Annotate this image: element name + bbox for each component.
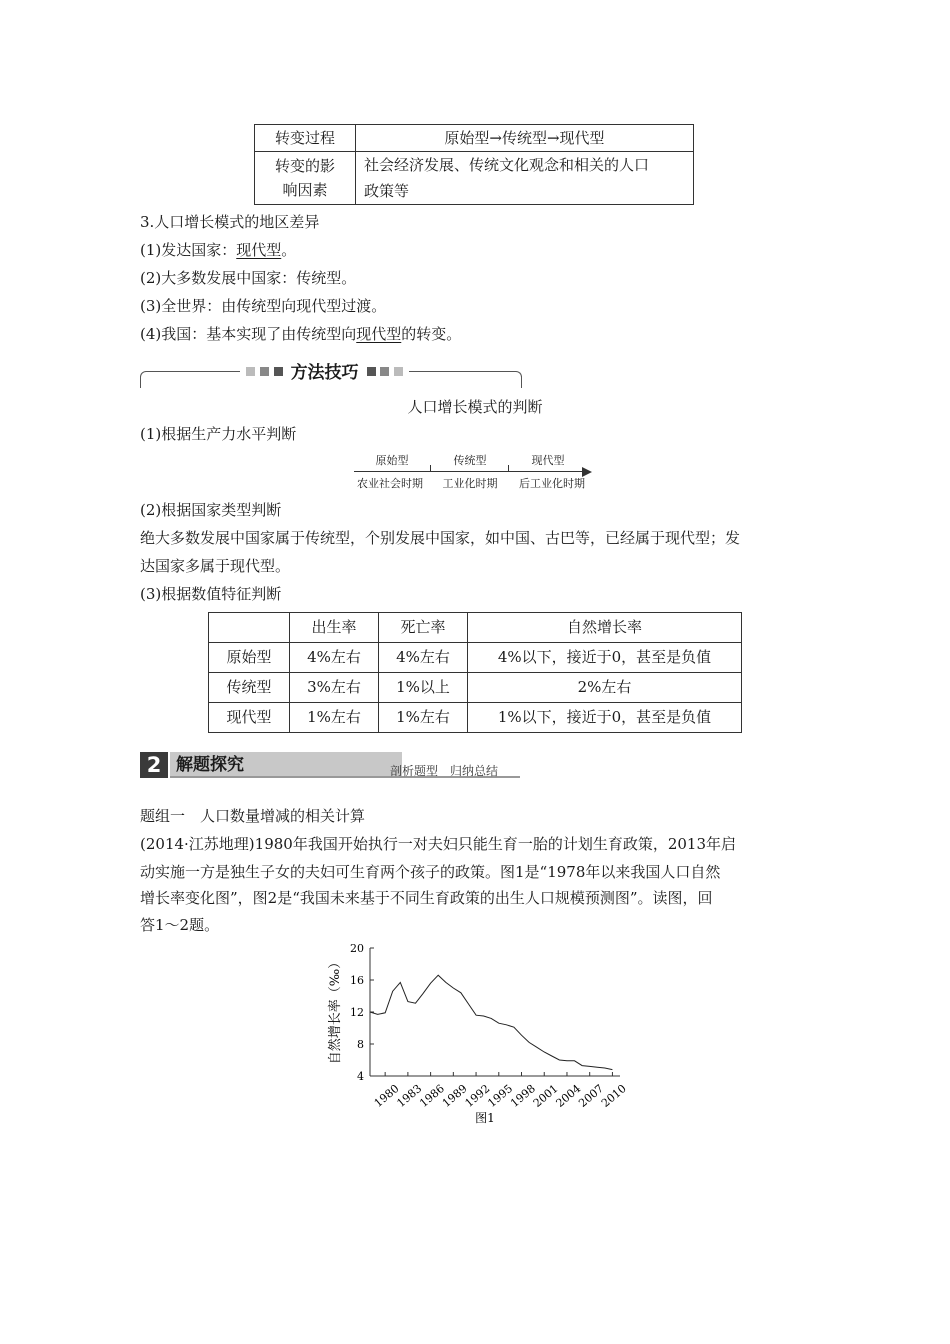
x-tick-label: 1995 (485, 1082, 516, 1110)
table-cell: 4%左右 (379, 643, 468, 673)
table-cell: 现代型 (209, 703, 290, 733)
part-subtitle: 剖析题型 归纳总结 (390, 764, 499, 778)
table-row (255, 125, 694, 152)
y-axis-label: 自然增长率（‰） (328, 955, 343, 1065)
table-header-cell (209, 613, 290, 643)
cell-line: 转变的影 (274, 157, 335, 175)
table-cell: 1%以下，接近于0，甚至是负值 (468, 703, 742, 733)
cell-line: 政策等 (364, 182, 410, 200)
square-icon (394, 367, 403, 376)
flow-label-top: 原始型 (375, 454, 409, 467)
flow-label-bottom: 后工业化时期 (519, 477, 585, 490)
list-item (140, 324, 461, 344)
chart-axes (370, 948, 620, 1076)
question-group-title: 题组一 人口数量增减的相关计算 (140, 807, 366, 825)
table-header-cell: 自然增长率 (468, 613, 742, 643)
section-title-text: 方法技巧 (290, 363, 359, 383)
x-tick-label: 1998 (508, 1082, 538, 1110)
list-item: (2)大多数发展中国家：传统型。 (140, 269, 357, 287)
text: 。 (281, 241, 297, 259)
square-icon (380, 367, 389, 376)
table-cell: 转变过程 (255, 125, 356, 152)
decor-squares-left (246, 362, 283, 380)
table-cell (255, 152, 356, 205)
list-item: (3)全世界：由传统型向现代型过渡。 (140, 297, 387, 315)
section-heading: 3.人口增长模式的地区差异 (140, 213, 320, 231)
underlined-answer: 现代型 (356, 325, 402, 343)
table-cell: 3%左右 (290, 673, 379, 703)
x-tick-label: 2010 (598, 1082, 629, 1110)
x-tick-label: 1986 (417, 1082, 447, 1110)
y-tick-label: 16 (350, 974, 364, 987)
table-cell: 1%以上 (379, 673, 468, 703)
table-cell (356, 152, 694, 205)
square-icon (260, 367, 269, 376)
flow-label-bottom: 工业化时期 (442, 477, 498, 490)
table-row (209, 673, 742, 703)
text: (1)发达国家： (140, 241, 237, 259)
pattern-transition-table (254, 124, 694, 205)
list-item: (1)根据生产力水平判断 (140, 425, 297, 443)
y-tick-label: 20 (350, 942, 364, 955)
underlined-answer: 现代型 (236, 241, 282, 259)
square-icon (367, 367, 376, 376)
table-row (209, 703, 742, 733)
table-header-cell: 出生率 (290, 613, 379, 643)
part-number-badge: 2 (140, 752, 168, 778)
cell-line: 响因素 (282, 181, 328, 199)
y-tick-label: 4 (357, 1070, 364, 1083)
natural-growth-rate-chart (320, 938, 630, 1128)
table-cell: 原始型 (209, 643, 290, 673)
x-tick-label: 1980 (371, 1082, 402, 1110)
table-header-cell: 死亡率 (379, 613, 468, 643)
square-icon (274, 367, 283, 376)
flow-label-bottom: 农业社会时期 (357, 477, 423, 490)
table-cell: 4%以下，接近于0，甚至是负值 (468, 643, 742, 673)
part-title: 解题探究 (176, 755, 244, 775)
x-tick-label: 1992 (462, 1082, 493, 1110)
method-section-title (240, 358, 409, 383)
table-cell: 传统型 (209, 673, 290, 703)
chart-title: 图1 (475, 1111, 495, 1125)
table-row (255, 152, 694, 205)
series-line (370, 975, 612, 1069)
table-cell: 原始型→传统型→现代型 (356, 125, 694, 152)
part-header (140, 752, 520, 778)
list-item: (2)根据国家类型判断 (140, 501, 282, 519)
stage-flow-diagram (350, 452, 600, 492)
x-tick-label: 2001 (530, 1082, 561, 1110)
x-tick-label: 2004 (553, 1082, 584, 1110)
table-cell: 1%左右 (379, 703, 468, 733)
x-tick-labels (372, 1082, 629, 1110)
square-icon (246, 367, 255, 376)
paragraph-line: 答1～2题。 (140, 916, 220, 934)
paragraph-line: 增长率变化图”，图2是“我国未来基于不同生育政策的出生人口规模预测图”。读图，回 (140, 889, 713, 907)
y-tick-labels (350, 942, 364, 1083)
text: 的转变。 (401, 325, 462, 343)
flow-label-top: 现代型 (531, 454, 565, 467)
table-header-row (209, 613, 742, 643)
numeric-feature-table (208, 612, 742, 733)
table-cell: 4%左右 (290, 643, 379, 673)
method-subtitle: 人口增长模式的判断 (407, 398, 543, 416)
table-cell: 1%左右 (290, 703, 379, 733)
list-item (140, 240, 296, 260)
x-tick-label: 2007 (576, 1082, 607, 1110)
flow-arrow-line (354, 471, 586, 472)
paragraph-line: 动实施一方是独生子女的夫妇可生育两个孩子的政策。图1是“1978年以来我国人口自然 (140, 863, 721, 881)
paragraph-line: 达国家多属于现代型。 (140, 557, 291, 575)
table-row (209, 643, 742, 673)
paragraph-line: 绝大多数发展中国家属于传统型，个别发展中国家，如中国、古巴等，已经属于现代型；发 (140, 529, 741, 547)
cell-line: 社会经济发展、传统文化观念和相关的人口 (364, 156, 650, 174)
chart-series (370, 975, 612, 1069)
flow-label-top: 传统型 (453, 454, 487, 467)
text: (4)我国：基本实现了由传统型向 (140, 325, 357, 343)
y-tick-label: 12 (350, 1006, 364, 1019)
y-tick-label: 8 (357, 1038, 364, 1051)
paragraph-line: (2014·江苏地理)1980年我国开始执行一对夫妇只能生育一胎的计划生育政策，2013年启 (140, 835, 736, 853)
decor-squares-right (367, 362, 404, 380)
x-tick-label: 1989 (439, 1082, 470, 1110)
table-cell: 2%左右 (468, 673, 742, 703)
x-tick-label: 1983 (394, 1082, 425, 1110)
list-item: (3)根据数值特征判断 (140, 585, 282, 603)
